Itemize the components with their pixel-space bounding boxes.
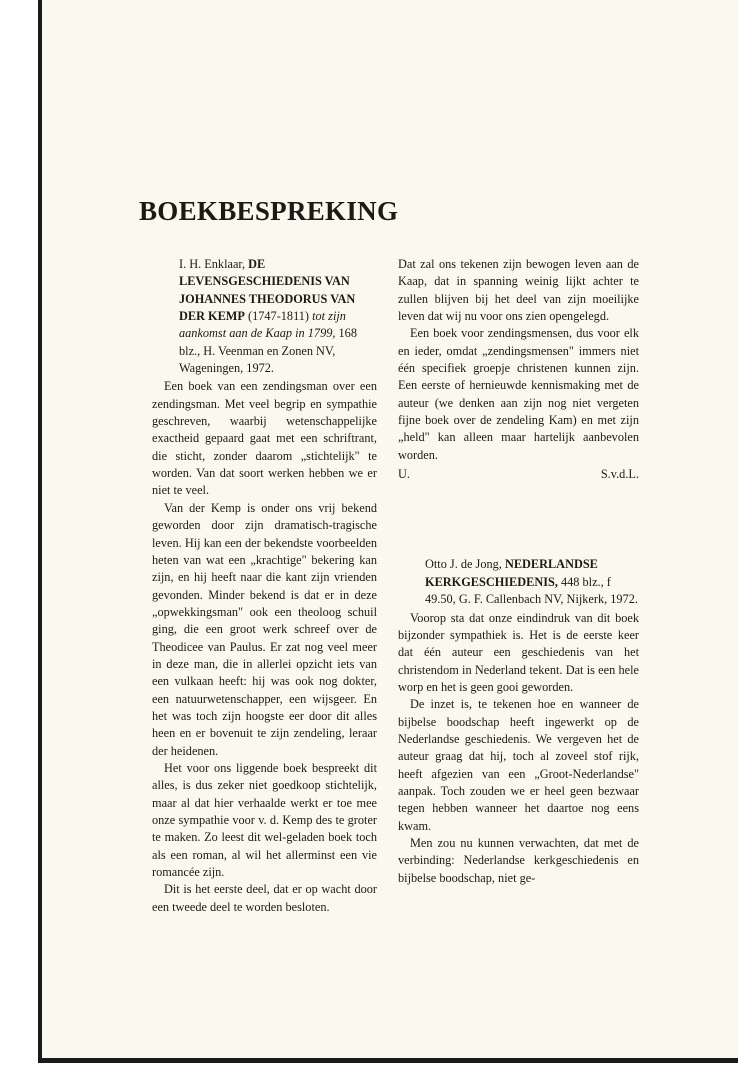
review1-continuation: Een boek voor zendingsmensen, dus voor elk en ieder, omdat „zendingsmensen" immers niet één specifiek groepje christenen kunnen zijn. Een eerste of hernieuwde kennismaking met de auteur (we denken aan zijn nog niet vergeten fijne boek over de zendeling Kam) en met zijn „held" kan alleen maar hartelijk aanbevolen worden. xyxy=(398,326,639,462)
review2-reference xyxy=(398,556,639,608)
review1-paragraph: Een boek van een zendingsman over een zendingsman. Met veel begrip en sympathie geschreven, waarbij wetenschappelijke exactheid gepaard gaat met een schriftrant, die sticht, zonder daarom „stichtelijk" te worden. Van dat soort werken hebben we er niet te veel. xyxy=(152,379,377,498)
review1-subtitle: tot zijn aankomst aan de Kaap in 1799, xyxy=(179,309,346,341)
review1-details: 168 blz., H. Veenman en Zonen NV, Wageningen, 1972. xyxy=(179,326,357,376)
review1-paragraph: Van der Kemp is onder ons vrij bekend geworden door zijn dramatisch-tragische leven. Hij kan een der bekendste voorbeelden heten van wat een „krachtige" bekering kan zijn, en hij heeft naar die kant zijn vrienden gevonden. Minder bekend is dat er in deze „opwekkingsman" ook een theoloog schuil ging, die een groot werk schreef over de Theodicee van Paulus. Er zat nog veel meer in deze man, die in allerlei opzicht iets van een vulkaan heeft: hij was ook nog dokter, een natuurwetenschapper, een wijsgeer. En het was toch zijn hoogste eer door dit alles heen en er bovenuit te zijn zendeling, leraar der heidenen. xyxy=(152,500,377,758)
review2-details: 448 blz., f 49.50, G. F. Callenbach NV, Nijkerk, 1972. xyxy=(425,574,638,607)
page xyxy=(38,0,738,1063)
review1-reference xyxy=(152,256,377,377)
review1-years: (1747-1811) xyxy=(248,309,310,324)
signature-initial: U. xyxy=(398,467,410,482)
reviewer-initials: S.v.d.L. xyxy=(600,467,639,482)
review1-signature xyxy=(398,466,639,483)
review1-paragraph: Het voor ons liggende boek bespreekt dit alles, is dus zeker niet goedkoop stichtelijk, maar al dat hier verhaalde werkt er toe mee onze sympathie voor v. d. Kemp des te groter te maken. Zo leest dit wel-geladen boek toch als een roman, al wil het allerminst een vie romancée zijn. xyxy=(152,760,377,880)
review1-title: DE LEVENSGESCHIEDENIS VAN JOHANNES THEODORUS VAN DER KEMP xyxy=(179,257,356,324)
right-column xyxy=(398,256,639,887)
left-column xyxy=(152,256,377,916)
review2-title: NEDERLANDSE KERKGESCHIEDENIS, xyxy=(425,557,598,589)
review1-paragraph: Dit is het eerste deel, dat er op wacht door een tweede deel te worden besloten. xyxy=(152,882,377,914)
review2-paragraph: De inzet is, te tekenen hoe en wanneer de bijbelse boodschap heeft ingewerkt op de Nederlandse geschiedenis. We vergeven het de auteur graag dat hij, toch al zoveel stof rijk, heeft afgezien van een „Groot-Nederlandse" aanpak. Toch zouden we er heel geen bezwaar tegen hebben wanneer het daartoe nog eens kwam. xyxy=(398,697,639,833)
review1-author: I. H. Enklaar, xyxy=(179,257,246,271)
review1-continuation: Dat zal ons tekenen zijn bewogen leven aan de Kaap, dat in spanning weinig lijkt achter te zullen blijven bij het deel van zijn moeilijke leven dat wij nu voor ons zien opengelegd. xyxy=(398,257,639,324)
page-heading: BOEKBESPREKING xyxy=(139,196,399,226)
review2-author: Otto J. de Jong, xyxy=(425,557,502,572)
review2-paragraph: Men zou nu kunnen verwachten, dat met de verbinding: Nederlandse kerkgeschiedenis en bijbelse boodschap, niet ge- xyxy=(398,835,639,885)
review-separator xyxy=(398,483,639,556)
review2-paragraph: Voorop sta dat onze eindindruk van dit boek bijzonder sympathiek is. Het is de eerste keer dat één auteur een geschiedenis van het christendom in Nederland tekent. Dat is een hele worp en het is geen gooi geworden. xyxy=(398,610,639,694)
